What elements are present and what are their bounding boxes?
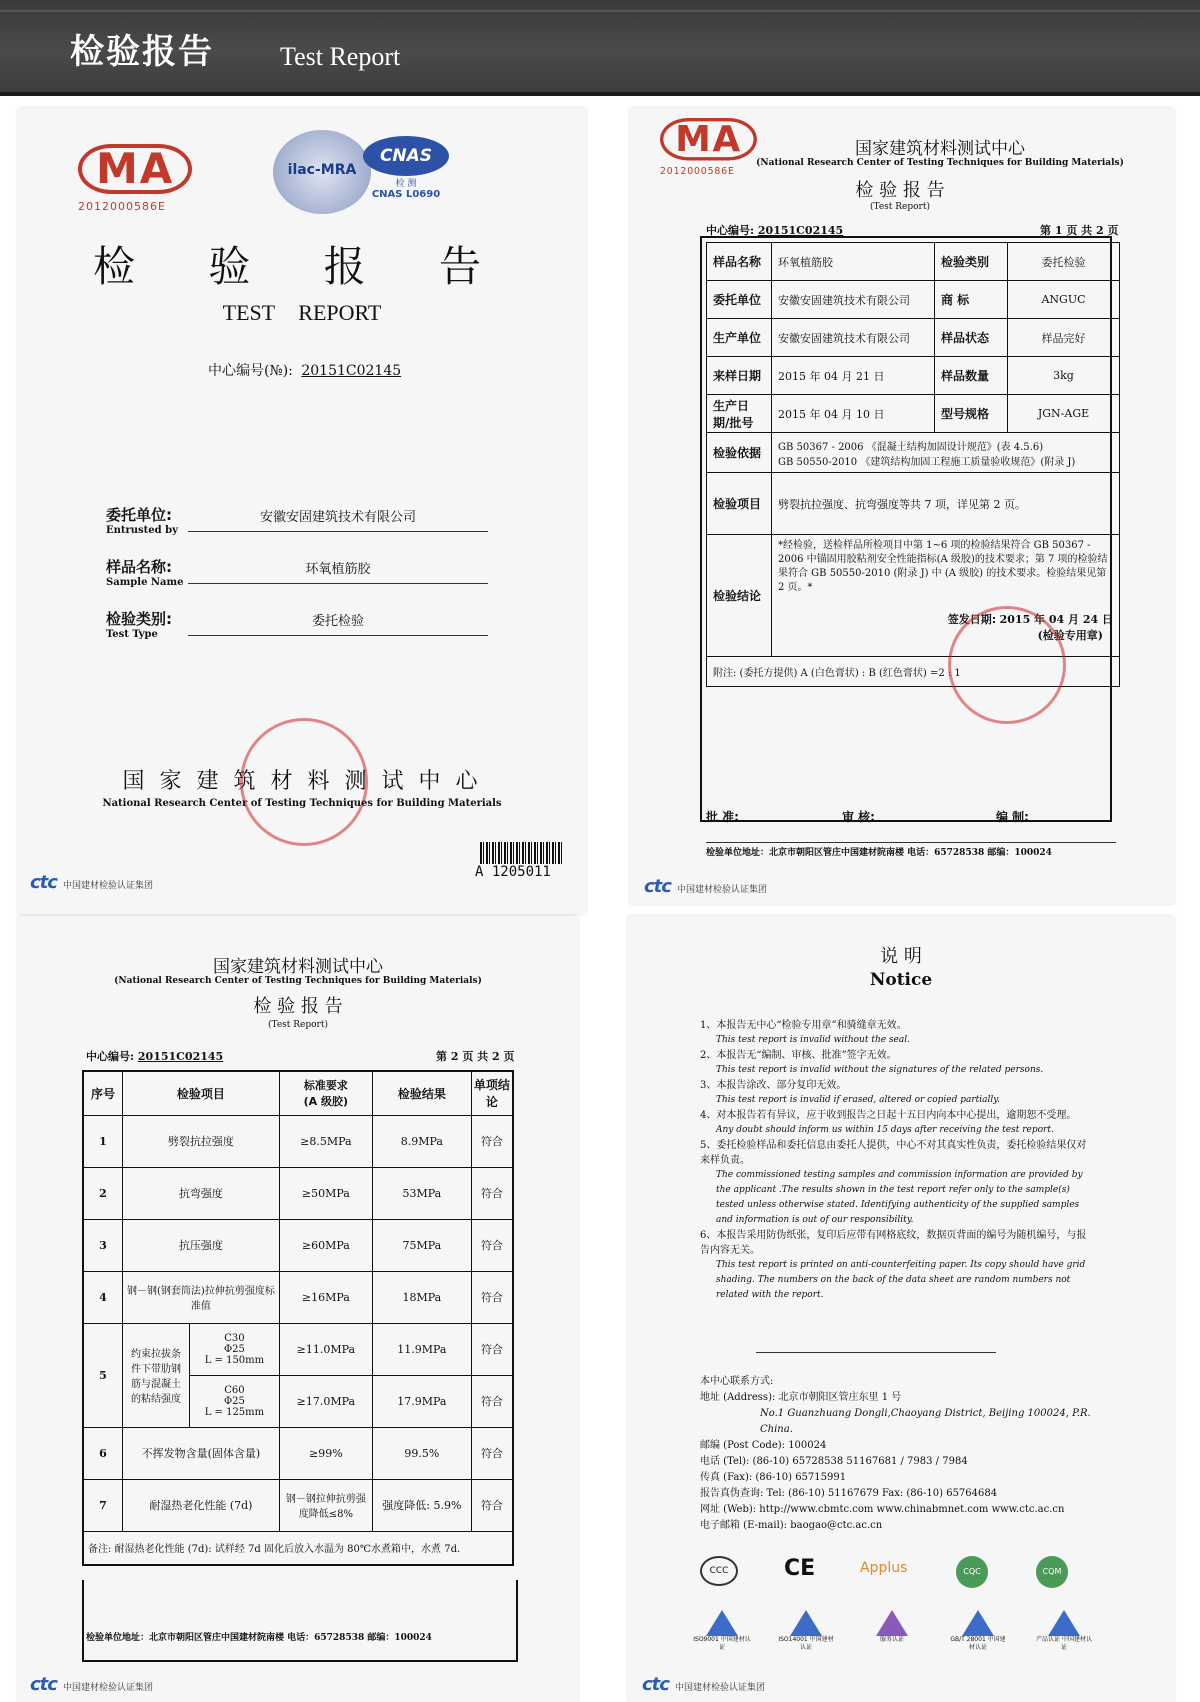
cma-logo-p1: MA 2012000586E [660, 118, 757, 177]
ctc-triangle-icon: GB/T 28001 中国建材认证 [948, 1610, 1008, 1652]
table-row: 4 钢－钢(钢套筒法)拉伸抗剪强度标准值 ≥16MPa 18MPa 符合 [83, 1271, 513, 1323]
notice-list [700, 1018, 1092, 1303]
table-row: 3 抗压强度 ≥60MPa 75MPa 符合 [83, 1219, 513, 1271]
table-row: 委托单位 安徽安固建筑技术有限公司 商 标 ANGUC [707, 281, 1120, 319]
cover-field-0: 委托单位: Entrusted by 安徽安固建筑技术有限公司 [106, 504, 486, 536]
p1-org-cn: 国家建筑材料测试中心 [855, 139, 1025, 159]
table-row: 检验依据 GB 50367 - 2006 《混凝土结构加固设计规范》(表 4.5.6) GB 50550-2010 《建筑结构加固工程施工质量验收规范》(附录 J) [707, 433, 1120, 473]
table-row: 6 不挥发物含量(固体含量) ≥99% 99.5% 符合 [83, 1427, 513, 1479]
report-page-2 [18, 916, 578, 1702]
p1-org-en: (National Research Center of Testing Techniques for Building Materials) [756, 158, 1124, 168]
ctc-logo: ctc 中国建材检验认证集团 [642, 1674, 765, 1695]
p2-title-en: (Test Report) [268, 1020, 328, 1030]
notice-divider [756, 1352, 996, 1353]
cover-field-1: 样品名称: Sample Name 环氧植筋胶 [106, 556, 486, 588]
applus-icon: Applus [860, 1560, 908, 1576]
ctc-triangle-icon: ISO14001 中国建材认证 [776, 1610, 836, 1652]
table-row: 生产单位 安徽安固建筑技术有限公司 样品状态 样品完好 [707, 319, 1120, 357]
header-title-cn: 检验报告 [70, 32, 214, 72]
page-header [0, 0, 1200, 96]
table-row: 7 耐湿热老化性能 (7d) 钢－钢拉伸抗剪强度降低≤8% 强度降低: 5.9% 符合 [83, 1479, 513, 1531]
p2-org-en: (National Research Center of Testing Techniques for Building Materials) [114, 976, 482, 986]
table-row: 2 抗弯强度 ≥50MPa 53MPa 符合 [83, 1167, 513, 1219]
p2-center-no: 中心编号: 20151C02145 [86, 1050, 224, 1063]
ctc-triangle-icon: 服务认证 [862, 1610, 922, 1644]
p1-center-no: 中心编号: 20151C02145 [706, 224, 844, 237]
p1-footer: 检验单位地址：北京市朝阳区管庄中国建材院南楼 电话：65728538 邮编：100024 [706, 842, 1116, 858]
cover-org-cn: 国 家 建 筑 材 料 测 试 中 心 [122, 769, 482, 794]
p2-blank-area [82, 1580, 518, 1662]
table-row: 检验结论 *经检验，送检样品所检项目中第 1~6 项的检验结果符合 GB 50367 - 2006 中锚固用胶粘剂安全性能指标(A 级胶)的技术要求；第 7 项的检验结果符合 GB 50550-2010 (附录 J) 中 (A 级胶) 的技术要求。检验结果见第 2 页。* 签发日期: 2015 年 04 月 24 日 (检验专用章) [707, 535, 1120, 657]
cma-mark-icon: MA [660, 118, 757, 161]
cover-page [18, 108, 586, 914]
table-row: C60 Φ25 L = 125mm ≥17.0MPa 17.9MPa 符合 [83, 1375, 513, 1427]
list-item: 6、本报告采用防伪纸张，复印后应带有网格底纹，数据页背面的编号为随机编号，与报告内容无关。 This test report is printed on anti-counterfeiting paper. Its copy should have grid shading. The numbers on the back of the data sheet are random numbers not related with the report. [700, 1230, 1087, 1300]
issue-date: 签发日期: 2015 年 04 月 24 日 [947, 613, 1113, 626]
notice-page [628, 916, 1174, 1702]
ctc-logo: ctc 中国建材检验认证集团 [30, 872, 153, 893]
cert-logos-row [700, 1556, 1100, 1592]
report-page-1: MA 2012000586E 国家建筑材料测试中心 (National Research Center of Testing Techniques for Building Materials) 检 验 报 告 (Test Report) 中心编号: 20151C02145 第 1 页 共 2 页 样品名称 环氧植筋胶 检验类别 委托检验 委托单位 安徽安固建筑技术有限公司 商 标 ANGUC 生产单位 安徽安固建筑技术有限公司 样品状态 样品完好 来样日期 2015 年 04 月 21 日 样品数量 3kg 生产日期/批号 2015 年 04 月 10 日 型号规格 JGN-AGE 检验依据 GB 50367 - 2006 《混凝土结构加固设计规范》(表 4.5.6) GB 50550-2010 《建筑结构加固工程施工质量验收规范》(附录 J) 检验项目 劈裂抗拉强度、抗弯强度等共 7 项，详见第 2 页。 检验结论 *经检验，送检样品所检项目中第 1~6 项的检验结果符合 GB 50367 - 2006 中锚固用胶粘剂安全性能指标(A 级胶)的技术要求；第 7 项的检验结果符合 GB 50550-2010 (附录 J) 中 (A 级胶) 的技术要求。检验结果见第 2 页。* 签发日期: 2015 年 04 月 24 日 (检验专用章) 附注: (委托方提供) A (白色膏状) : B (红色膏状) =2 : 1 批 准: 审 核: 编 制: 检验单位地址：北京市朝阳区管庄中国建材院南楼 电话：65728538 邮编：100024 ctc 中国建材检验认证集团 [630, 108, 1174, 904]
notice-title-en: Notice [869, 970, 933, 990]
table-row: 生产日期/批号 2015 年 04 月 10 日 型号规格 JGN-AGE [707, 395, 1120, 433]
notice-title-cn: 说 明 [880, 946, 922, 967]
list-item: 4、对本报告若有异议，应于收到报告之日起十五日内向本中心提出，逾期恕不受理。 Any doubt should inform us within 15 days after receiving the test report. [700, 1110, 1077, 1135]
p1-title-en: (Test Report) [870, 202, 930, 212]
list-item: 1、本报告无中心“检验专用章”和骑缝章无效。 This test report is invalid without the seal. [700, 1020, 910, 1045]
ctc-triangle-icon: 产品认证 中国建材认证 [1034, 1610, 1094, 1652]
header-line [0, 10, 1200, 12]
list-item: 5、委托检验样品和委托信息由委托人提供，中心不对其真实性负责，委托检验结果仅对来样负责。 The commissioned testing samples and commission information are provided by the applicant .The results shown in the test report refer only to the sample(s) tested unless otherwise stated. Identifying authenticity of the supplied samples and information is out of our responsibility. [700, 1140, 1087, 1225]
cover-title-cn: 检 验 报 告 [92, 242, 512, 291]
table-row: 5 约束拉拔条件下带肋钢筋与混凝土的粘结强度 C30 Φ25 L = 150mm ≥11.0MPa 11.9MPa 符合 [83, 1323, 513, 1375]
p1-title-cn: 检 验 报 告 [855, 180, 945, 201]
serial-number: A 1205011 [475, 864, 551, 880]
list-item: 2、本报告无“编制、审核、批准”签字无效。 This test report is invalid without the signatures of the related persons. [700, 1050, 1044, 1075]
p2-footer: 检验单位地址：北京市朝阳区管庄中国建材院南楼 电话：65728538 邮编：100024 [86, 1633, 432, 1643]
table-header-row: 序号 检验项目 标准要求 (A 级胶) 检验结果 单项结论 [83, 1071, 513, 1115]
p2-page-number: 第 2 页 共 2 页 [436, 1050, 515, 1063]
contact-block: 本中心联系方式: 地址 (Address): 北京市朝阳区管庄东里 1 号 No.1 Guanzhuang Dongli,Chaoyang District, Beijing 100024, P.R. China. 邮编 (Post Code): 100024 电话 (Tel): (86-10) 65728538 51167681 / 7983 / 7984 传真 (Fax): (86-10) 65715991 报告真伪查询: Tel: (86-10) 51167679 Fax: (86-10) 65764684 网址 (Web): http://www.cbmtc.com www.chinabmnet.com www.ctc.ac.cn 电子邮箱 (E-mail): baogao@ctc.ac.cn [700, 1376, 1091, 1531]
cqc-icon: CQC [956, 1556, 988, 1588]
list-item: 3、本报告涂改、部分复印无效。 This test report is invalid if erased, altered or copied partially. [700, 1080, 1001, 1105]
red-seal-stamp [948, 606, 1066, 724]
p2-title-cn: 检 验 报 告 [253, 996, 343, 1017]
ilac-logo: ilac-MRA [273, 130, 371, 214]
table-row: 附注: (委托方提供) A (白色膏状) : B (红色膏状) =2 : 1 [707, 657, 1120, 687]
barcode [480, 842, 562, 864]
p1-table-frame [700, 236, 1112, 822]
cma-mark-icon: MA [78, 144, 192, 194]
cover-field-2: 检验类别: Test Type 委托检验 [106, 608, 486, 640]
cover-center-no: 中心编号(№): 20151C02145 [208, 363, 402, 379]
table-row: 来样日期 2015 年 04 月 21 日 样品数量 3kg [707, 357, 1120, 395]
cnas-logo: CNAS 检 测 CNAS L0690 [363, 136, 459, 206]
cqm-icon: CQM [1036, 1556, 1068, 1588]
table-row: 样品名称 环氧植筋胶 检验类别 委托检验 [707, 243, 1120, 281]
ce-icon: CE [784, 1556, 816, 1581]
table-row: 备注: 耐湿热老化性能 (7d): 试样经 7d 固化后放入水温为 80℃水煮箱中，水煮 7d. [83, 1531, 513, 1565]
header-title-en: Test Report [280, 42, 401, 71]
cover-org-en: National Research Center of Testing Techniques for Building Materials [102, 798, 502, 809]
cover-title-en: TEST REPORT [222, 300, 382, 325]
p1-page-number: 第 1 页 共 2 页 [1040, 224, 1119, 237]
table-row: 1 劈裂抗拉强度 ≥8.5MPa 8.9MPa 符合 [83, 1115, 513, 1167]
ctc-triangle-icon: ISO9001 中国建材认证 [692, 1610, 752, 1652]
cma-logo: MA 2012000586E [78, 144, 192, 213]
ctc-logo: ctc 中国建材检验认证集团 [30, 1674, 153, 1695]
ctc-cert-row [692, 1610, 1112, 1660]
ccc-icon: CCC [700, 1556, 738, 1586]
table-row: 检验项目 劈裂抗拉强度、抗弯强度等共 7 项，详见第 2 页。 [707, 473, 1120, 535]
ctc-logo: ctc 中国建材检验认证集团 [644, 876, 767, 897]
p2-org-cn: 国家建筑材料测试中心 [213, 957, 383, 977]
p2-results-table [82, 1070, 514, 1566]
